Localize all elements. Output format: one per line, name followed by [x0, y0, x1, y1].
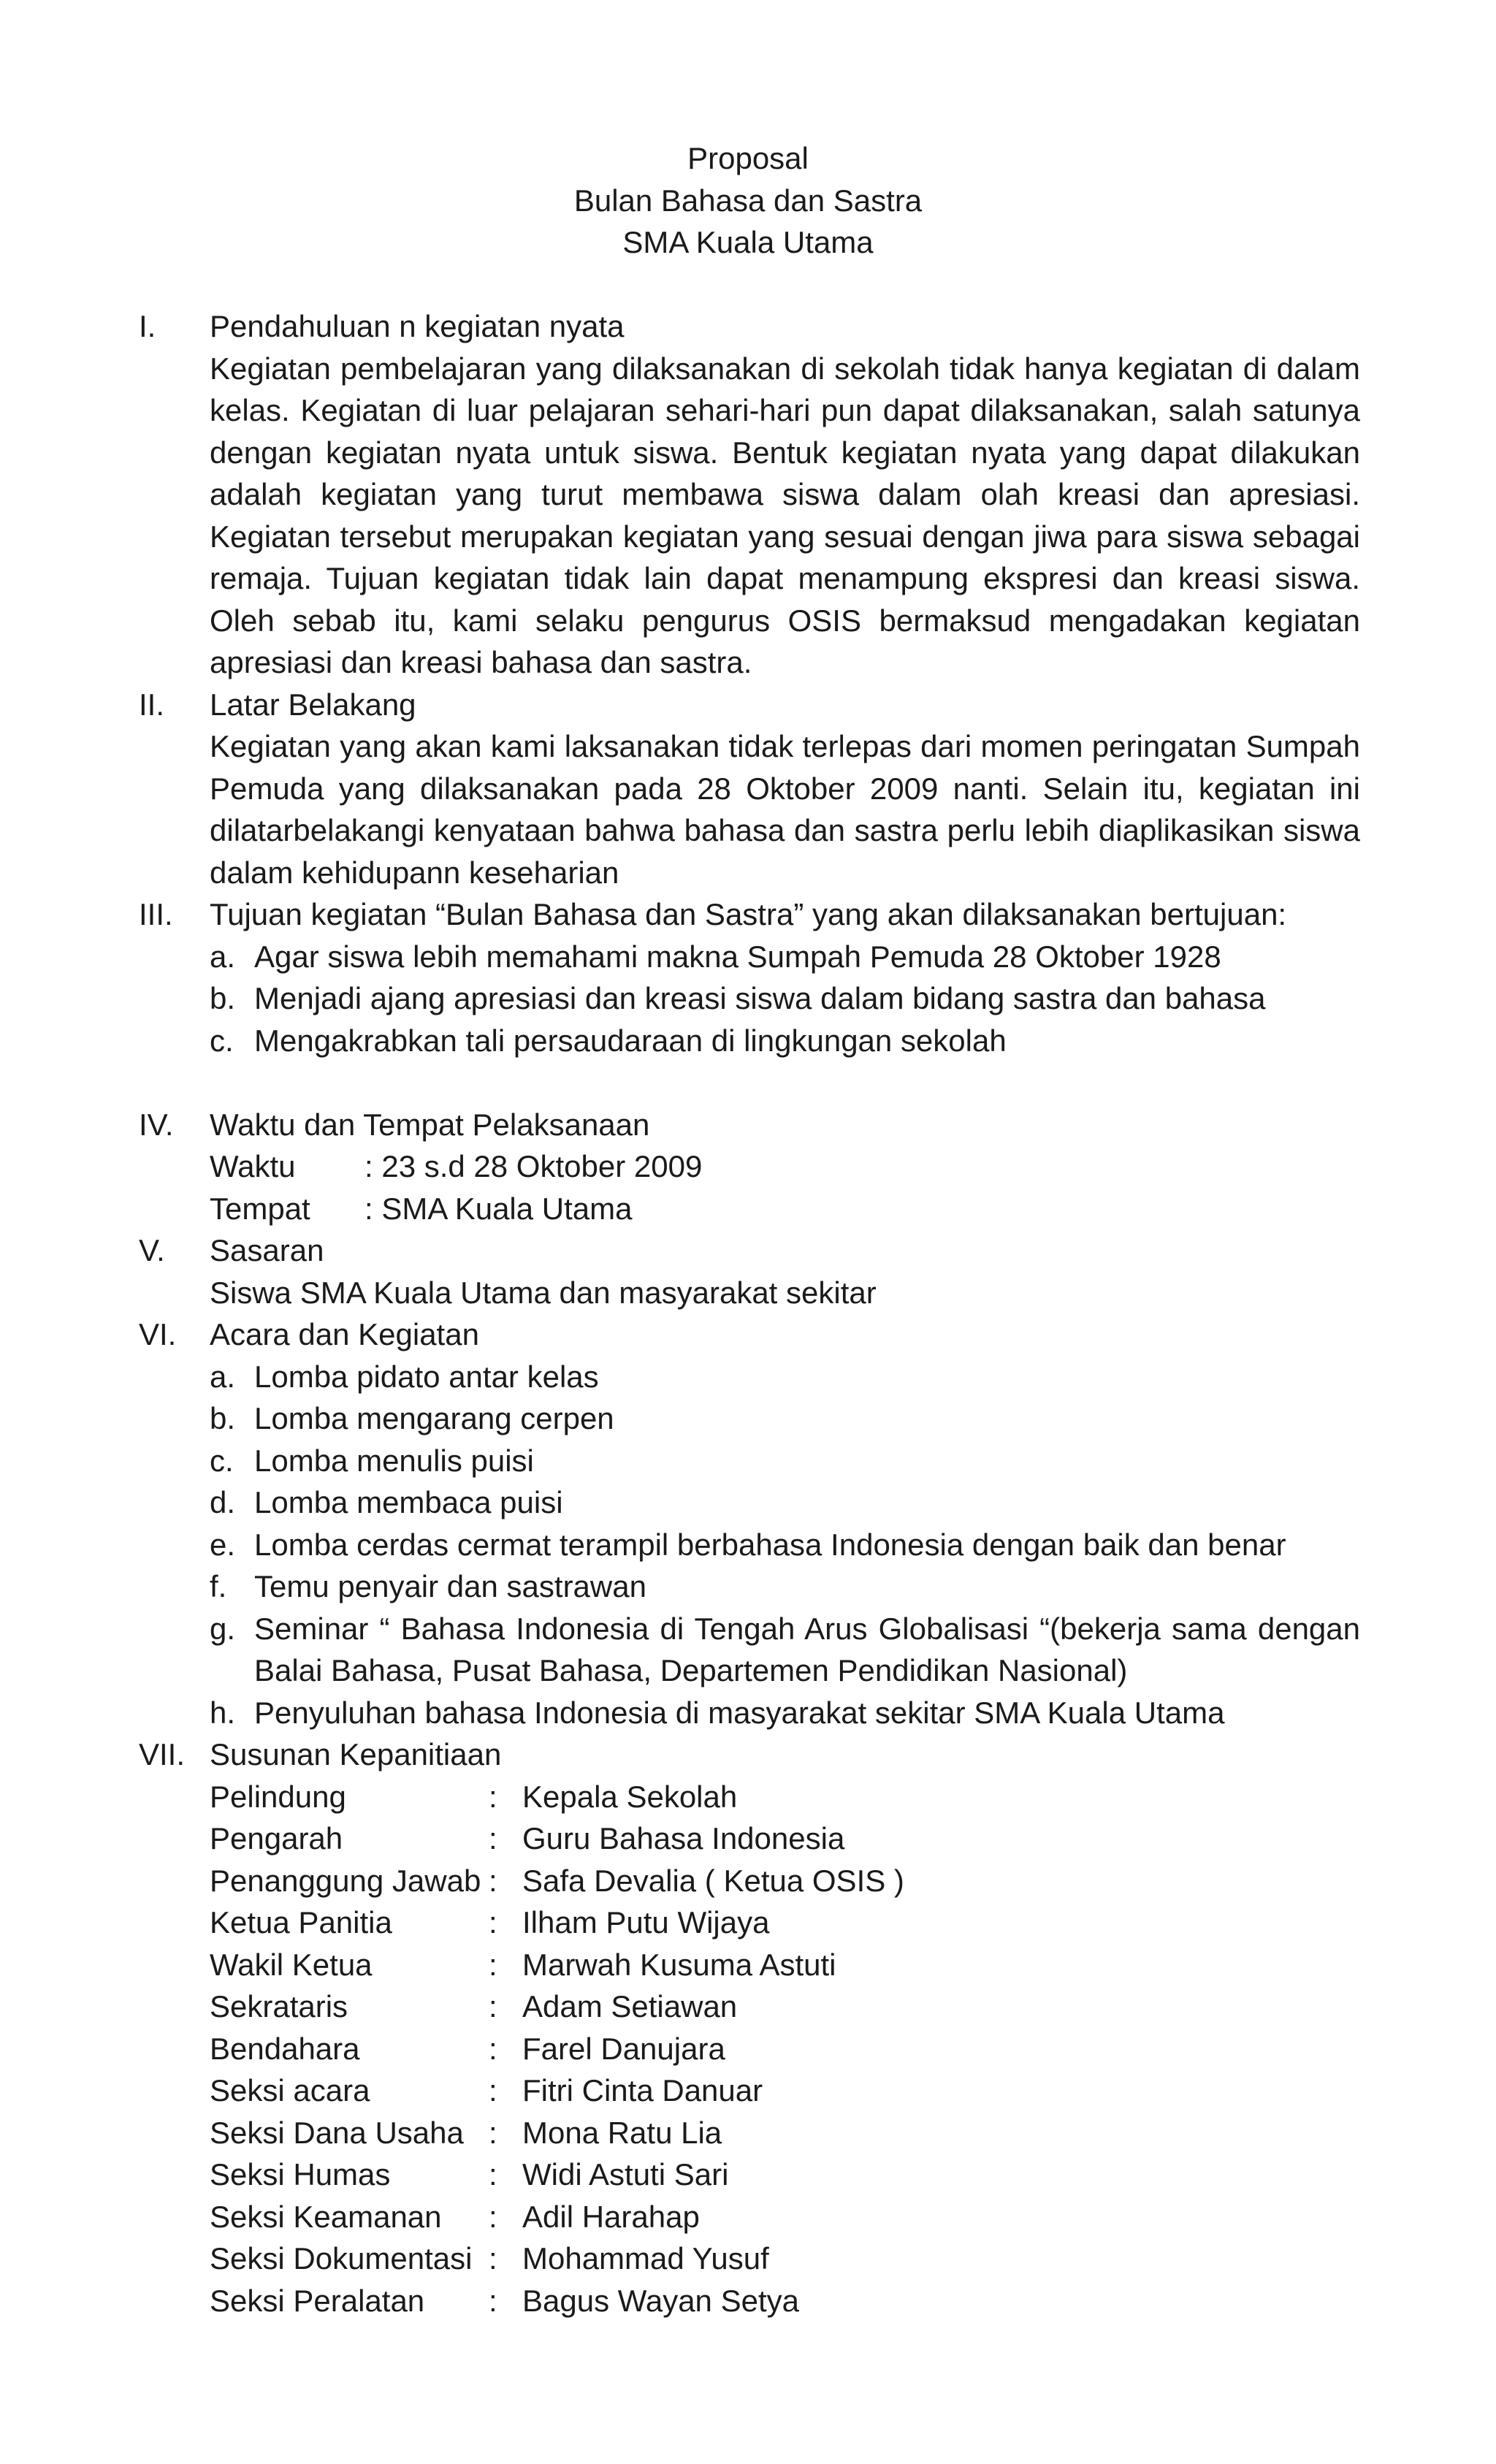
committee-role: Pelindung [210, 1779, 346, 1814]
section-heading: Acara dan Kegiatan [210, 1317, 479, 1351]
committee-row [210, 1776, 1360, 1818]
section-heading: Susunan Kepanitiaan [210, 1737, 502, 1771]
waktu-label: Waktu [210, 1149, 296, 1183]
committee-role: Ketua Panitia [210, 1905, 392, 1939]
list-marker: c. [210, 1023, 234, 1058]
committee-row [210, 2154, 1360, 2196]
committee-name: Farel Danujara [522, 2031, 725, 2066]
acara-list [210, 1356, 1360, 1734]
list-item [210, 1692, 1360, 1734]
tempat-row [210, 1188, 1360, 1230]
committee-row [210, 1986, 1360, 2028]
section-waktu-tempat [0, 1104, 1360, 1230]
section-numeral: I. [139, 309, 156, 343]
committee-row [210, 1902, 1360, 1944]
list-marker: h. [210, 1695, 236, 1730]
waktu-row [210, 1145, 1360, 1188]
section-heading: Latar Belakang [210, 687, 416, 722]
list-item-text: Lomba cerdas cermat terampil berbahasa Indonesia dengan baik dan benar [254, 1527, 1286, 1562]
section-sasaran [0, 1229, 1360, 1313]
committee-separator: : [489, 1905, 497, 1939]
section-susunan-kepanitiaan [0, 1733, 1360, 2322]
section-numeral: VII. [139, 1737, 186, 1771]
list-item [210, 1608, 1360, 1692]
document-body [0, 305, 1496, 2322]
committee-name: Safa Devalia ( Ketua OSIS ) [522, 1863, 904, 1898]
list-marker: a. [210, 1359, 236, 1394]
section-numeral: VI. [139, 1317, 177, 1351]
committee-name: Fitri Cinta Danuar [522, 2073, 763, 2108]
section-numeral: V. [139, 1233, 165, 1267]
committee-name: Mona Ratu Lia [522, 2115, 722, 2150]
list-item [210, 1020, 1360, 1062]
tempat-label: Tempat [210, 1191, 310, 1226]
list-item-text: Lomba membaca puisi [254, 1485, 563, 1519]
list-item [210, 1397, 1360, 1440]
committee-name: Kepala Sekolah [522, 1779, 738, 1814]
title-line-1: Proposal [687, 141, 809, 175]
section-numeral: III. [139, 897, 173, 931]
committee-row [210, 2070, 1360, 2112]
committee-name: Marwah Kusuma Astuti [522, 1947, 836, 1982]
committee-name: Widi Astuti Sari [522, 2157, 729, 2192]
section-tujuan [0, 893, 1360, 1061]
list-marker: a. [210, 939, 236, 974]
list-item [210, 1356, 1360, 1398]
committee-name: Adil Harahap [522, 2199, 700, 2234]
committee-separator: : [489, 2283, 497, 2318]
list-item-text: Lomba pidato antar kelas [254, 1359, 599, 1394]
section-pendahuluan [0, 305, 1360, 684]
committee-role: Penanggung Jawab [210, 1863, 481, 1898]
committee-separator: : [489, 2199, 497, 2234]
list-item [210, 977, 1360, 1020]
list-item-text: Mengakrabkan tali persaudaraan di lingkungan sekolah [254, 1023, 1007, 1058]
committee-row [210, 1860, 1360, 1902]
title-block [0, 137, 1496, 264]
section-paragraph: Kegiatan pembelajaran yang dilaksanakan di sekolah tidak hanya kegiatan di dalam kelas. Kegiatan di luar pelajaran sehari-hari pun dapat dilaksanakan, salah satunya dengan kegiatan nyata untuk siswa. Bentuk kegiatan nyata yang dapat dilakukan adalah kegiatan yang turut membawa siswa dalam olah kreasi dan apresiasi. Kegiatan tersebut merupakan kegiatan yang sesuai dengan jiwa para siswa sebagai remaja. Tujuan kegiatan tidak lain dapat menampung ekspresi dan kreasi siswa. Oleh sebab itu, kami selaku pengurus OSIS bermaksud mengadakan kegiatan apresiasi dan kreasi bahasa dan sastra. [210, 351, 1360, 679]
waktu-value: : 23 s.d 28 Oktober 2009 [365, 1149, 703, 1183]
section-latar-belakang [0, 684, 1360, 894]
committee-role: Seksi Peralatan [210, 2283, 425, 2318]
committee-separator: : [489, 1863, 497, 1898]
section-heading: Tujuan kegiatan “Bulan Bahasa dan Sastra” yang akan dilaksanakan bertujuan: [210, 897, 1287, 931]
section-numeral: IV. [139, 1107, 174, 1142]
list-marker: g. [210, 1611, 236, 1646]
committee-role: Bendahara [210, 2031, 360, 2066]
list-marker: c. [210, 1443, 234, 1478]
title-line-2: Bulan Bahasa dan Sastra [573, 183, 923, 218]
section-acara-kegiatan [0, 1313, 1360, 1733]
list-item [210, 1481, 1360, 1524]
list-item-text: Agar siswa lebih memahami makna Sumpah Pemuda 28 Oktober 1928 [254, 939, 1221, 974]
committee-name: Adam Setiawan [522, 1989, 738, 2024]
committee-separator: : [489, 2031, 497, 2066]
list-item [210, 936, 1360, 978]
list-marker: b. [210, 981, 236, 1015]
list-item [210, 1565, 1360, 1608]
committee-role: Seksi Dokumentasi [210, 2241, 473, 2276]
committee-role: Seksi Keamanan [210, 2199, 442, 2234]
blank-line [0, 1061, 1496, 1104]
committee-role: Wakil Ketua [210, 1947, 373, 1982]
committee-separator: : [489, 1821, 497, 1855]
committee-separator: : [489, 1947, 497, 1982]
section-numeral: II. [139, 687, 165, 722]
committee-name: Ilham Putu Wijaya [522, 1905, 770, 1939]
committee-row [210, 2028, 1360, 2070]
committee-row [210, 1944, 1360, 1986]
committee-name: Mohammad Yusuf [522, 2241, 769, 2276]
committee-separator: : [489, 1779, 497, 1814]
committee-table [210, 1776, 1360, 2322]
committee-role: Sekrataris [210, 1989, 348, 2024]
committee-row [210, 2112, 1360, 2154]
list-marker: b. [210, 1401, 236, 1435]
list-marker: d. [210, 1485, 236, 1519]
committee-name: Guru Bahasa Indonesia [522, 1821, 845, 1855]
section-heading: Pendahuluan n kegiatan nyata [210, 309, 625, 343]
list-item-text: Menjadi ajang apresiasi dan kreasi siswa dalam bidang sastra dan bahasa [254, 981, 1266, 1015]
committee-row [210, 2238, 1360, 2280]
section-heading: Sasaran [210, 1233, 324, 1267]
tujuan-list [210, 936, 1360, 1062]
committee-separator: : [489, 2115, 497, 2150]
list-item-text: Lomba mengarang cerpen [254, 1401, 614, 1435]
committee-separator: : [489, 2241, 497, 2276]
committee-separator: : [489, 1989, 497, 2024]
list-item [210, 1440, 1360, 1482]
list-item-text: Temu penyair dan sastrawan [254, 1569, 646, 1603]
committee-row [210, 2196, 1360, 2238]
section-paragraph: Kegiatan yang akan kami laksanakan tidak terlepas dari momen peringatan Sumpah Pemuda yang dilaksanakan pada 28 Oktober 2009 nanti. Selain itu, kegiatan ini dilatarbelakangi kenyataan bahwa bahasa dan sastra perlu lebih diaplikasikan siswa dalam kehidupann keseharian [210, 729, 1360, 890]
section-paragraph: Siswa SMA Kuala Utama dan masyarakat sekitar [210, 1275, 877, 1310]
tempat-value: : SMA Kuala Utama [365, 1191, 633, 1226]
committee-separator: : [489, 2157, 497, 2192]
list-item-text: Lomba menulis puisi [254, 1443, 534, 1478]
list-marker: f. [210, 1569, 227, 1603]
committee-role: Seksi acara [210, 2073, 370, 2108]
list-item-text: Penyuluhan bahasa Indonesia di masyarakat sekitar SMA Kuala Utama [254, 1695, 1225, 1730]
committee-role: Seksi Humas [210, 2157, 391, 2192]
committee-row [210, 2280, 1360, 2322]
committee-name: Bagus Wayan Setya [522, 2283, 799, 2318]
committee-row [210, 1818, 1360, 1860]
list-item-text: Seminar “ Bahasa Indonesia di Tengah Arus Globalisasi “(bekerja sama dengan Balai Bahasa, Pusat Bahasa, Departemen Pendidikan Nasional) [254, 1611, 1360, 1687]
committee-role: Pengarah [210, 1821, 343, 1855]
committee-role: Seksi Dana Usaha [210, 2115, 464, 2150]
list-item [210, 1524, 1360, 1566]
committee-separator: : [489, 2073, 497, 2108]
list-marker: e. [210, 1527, 236, 1562]
title-line-3: SMA Kuala Utama [622, 225, 874, 259]
section-heading: Waktu dan Tempat Pelaksanaan [210, 1107, 650, 1142]
